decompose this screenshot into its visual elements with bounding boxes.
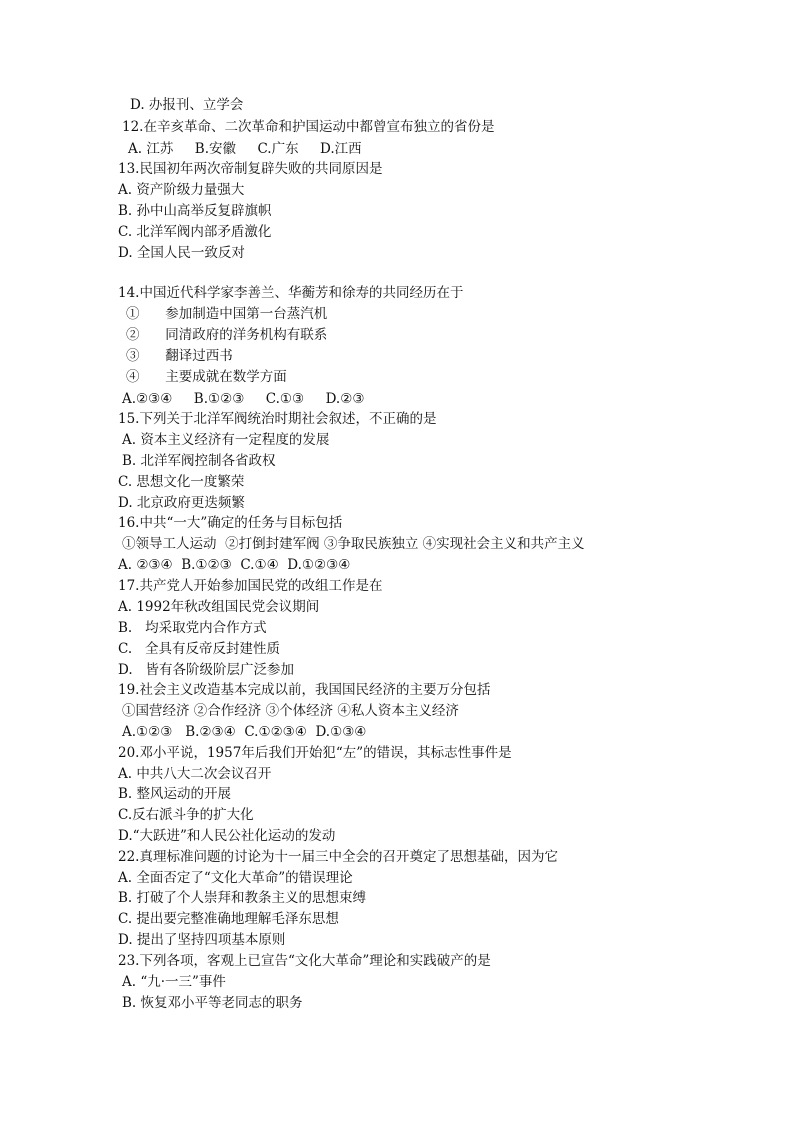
question-line: 13.民国初年两次帝制复辟失败的共同原因是 [118, 161, 383, 177]
question-line: 20.邓小平说，1957年后我们开始犯“左”的错误，其标志性事件是 [118, 745, 512, 761]
option-line: A. 资本主义经济有一定程度的发展 [122, 432, 330, 448]
option-line: A. 中共八大二次会议召开 [118, 766, 272, 782]
option-line: C. 全具有反帝反封建性质 [118, 641, 281, 657]
option-line: B. 整风运动的开展 [118, 786, 232, 802]
option-line: A. 江苏 B.安徽 C.广东 D.江西 [128, 141, 362, 157]
option-line: D.“大跃进”和人民公社化运动的发动 [118, 828, 336, 844]
option-line: D. 皆有各阶级阶层广泛参加 [118, 662, 295, 678]
question-line: 22.真理标准问题的讨论为十一届三中全会的召开奠定了思想基础，因为它 [118, 849, 558, 865]
option-line: D. 全国人民一致反对 [118, 245, 245, 261]
option-line: C. 提出要完整准确地理解毛泽东思想 [118, 911, 339, 927]
option-line: C.反右派斗争的扩大化 [118, 807, 254, 823]
statement-line: ① 参加制造中国第一台蒸汽机 [126, 306, 328, 322]
question-line: 14.中国近代科学家李善兰、华蘅芳和徐寿的共同经历在于 [118, 285, 464, 301]
question-line: 16.中共“一大”确定的任务与目标包括 [118, 515, 343, 531]
option-line: C. 思想文化一度繁荣 [118, 474, 245, 490]
option-line: B. 北洋军阀控制各省政权 [122, 453, 276, 469]
option-line: A.②③④ B.①②③ C.①③ D.②③ [122, 391, 365, 407]
option-line: D. 北京政府更迭频繁 [118, 495, 245, 511]
option-line: A. 全面否定了“文化大革命”的错误理论 [118, 870, 353, 886]
statement-line: ③ 翻译过西书 [126, 348, 233, 364]
option-line: B. 均采取党内合作方式 [118, 620, 267, 636]
statement-line: ①国营经济 ②合作经济 ③个体经济 ④私人资本主义经济 [122, 703, 459, 719]
option-line: B. 打破了个人崇拜和教条主义的思想束缚 [118, 890, 367, 906]
statement-line: ② 同清政府的洋务机构有联系 [126, 327, 328, 343]
option-line: A. ②③④ B.①②③ C.①④ D.①②③④ [118, 557, 351, 573]
statement-line: ④ 主要成就在数学方面 [126, 369, 287, 385]
question-line: 12.在辛亥革命、二次革命和护国运动中都曾宣布独立的省份是 [122, 119, 495, 135]
option-line: A. 1992年秋改组国民党会议期间 [118, 599, 320, 615]
option-line: D. 办报刊、立学会 [130, 97, 244, 113]
question-line: 17.共产党人开始参加国民党的改组工作是在 [118, 578, 383, 594]
option-line: C. 北洋军阀内部矛盾激化 [118, 224, 272, 240]
question-line: 23.下列各项，客观上已宣告“文化大革命”理论和实践破产的是 [118, 953, 491, 969]
option-line: D. 提出了坚持四项基本原则 [118, 932, 286, 948]
option-line: B. 恢复邓小平等老同志的职务 [122, 995, 303, 1011]
question-line: 19.社会主义改造基本完成以前，我国国民经济的主要万分包括 [118, 682, 491, 698]
option-line: A. 资产阶级力量强大 [118, 182, 245, 198]
option-line: A. “九·一三”事件 [122, 974, 226, 990]
question-line: 15.下列关于北洋军阀统治时期社会叙述，不正确的是 [118, 411, 437, 427]
option-line: B. 孙中山高举反复辟旗帜 [118, 203, 272, 219]
statement-line: ①领导工人运动 ②打倒封建军阀 ③争取民族独立 ④实现社会主义和共产主义 [122, 536, 585, 552]
option-line: A.①②③ B.②③④ C.①②③④ D.①③④ [122, 724, 367, 740]
